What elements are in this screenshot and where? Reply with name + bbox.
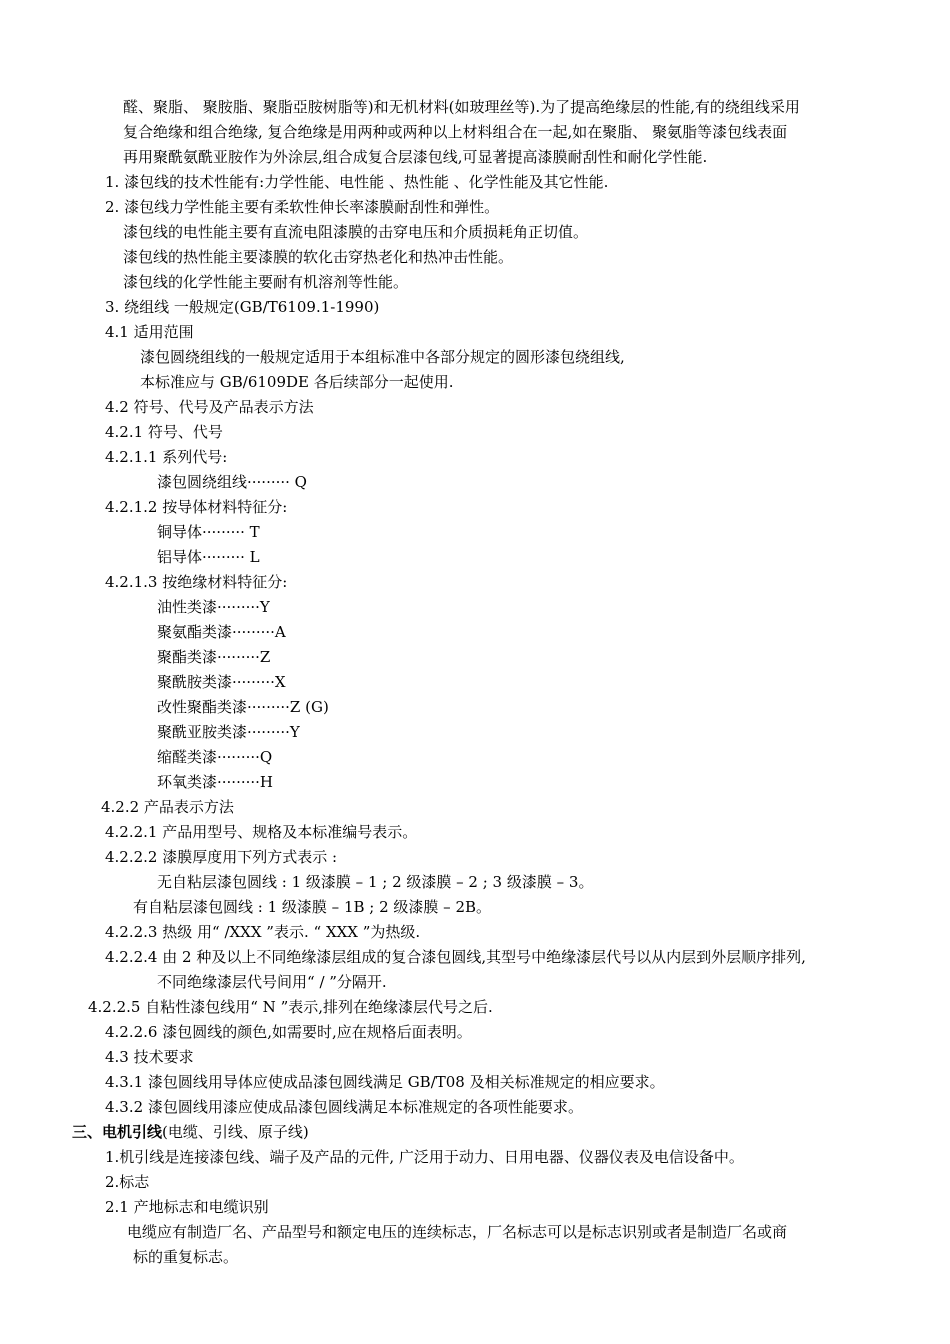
text-line: 4.3.2 漆包圆线用漆应使成品漆包圆线满足本标准规定的各项性能要求。 [105,1098,583,1116]
text-line: 4.2.2.2 漆膜厚度用下列方式表示 : [105,848,338,866]
text-line: 漆包线的电性能主要有直流电阻漆膜的击穿电压和介质损耗角正切值。 [123,223,589,241]
text-line: 4.3.1 漆包圆线用导体应使成品漆包圆线满足 GB/T08 及相关标准规定的相应要求。 [105,1073,665,1091]
code-item: 环氧类漆·········H [157,773,273,791]
text-line: 再用聚酰氨酰亚胺作为外涂层,组合成复合层漆包线,可显著提高漆膜耐刮性和耐化学性能. [123,148,708,166]
section-heading: 4.2.2 产品表示方法 [101,798,234,816]
section-heading: 4.1 适用范围 [105,323,194,341]
text-line: 醛、聚脂、 聚胺脂、聚脂亞胺树脂等)和无机材料(如玻理丝等).为了提高绝缘层的性能,有的绕组线采用 [123,98,800,116]
text-line: 漆包线的化学性能主要耐有机溶剂等性能。 [123,273,409,291]
section-heading: 4.2.1.2 按导体材料特征分: [105,498,288,516]
code-item: 聚酰胺类漆·········X [157,673,286,691]
text-line: 无自粘层漆包圆线 : 1 级漆膜 – 1 ; 2 级漆膜 – 2 ; 3 级漆膜 – 3。 [157,873,594,891]
text-line: 4.2.2.3 热级 用“ /XXX ”表示. “ XXX ”为热级. [105,923,421,941]
text-line: 4.2.2.1 产品用型号、规格及本标准编号表示。 [105,823,418,841]
chapter-heading [72,1120,309,1145]
chapter-heading-title: 三、电机引线 [72,1123,163,1141]
code-item: 聚酰亚胺类漆·········Y [157,723,300,741]
code-item: 缩醛类漆·········Q [157,748,273,766]
code-item: 聚氨酯类漆·········A [157,623,286,641]
list-item: 3. 绕组线 一般规定(GB/T6109.1-1990) [105,298,380,316]
text-line: 漆包线的热性能主要漆膜的软化击穿热老化和热冲击性能。 [123,248,514,266]
section-heading: 4.2.1 符号、代号 [105,423,223,441]
text-line: 本标准应与 GB/6109DE 各后续部分一起使用. [140,373,454,391]
section-heading: 2.标志 [105,1173,150,1191]
section-heading: 4.2 符号、代号及产品表示方法 [105,398,314,416]
section-heading: 4.2.1.1 系列代号: [105,448,228,466]
code-item: 油性类漆·········Y [157,598,270,616]
list-item: 1.机引线是连接漆包线、端子及产品的元件, 广泛用于动力、日用电器、仪器仪表及电信设备中。 [105,1148,744,1166]
list-item: 1. 漆包线的技术性能有:力学性能、电性能 、热性能 、化学性能及其它性能. [105,173,609,191]
code-item: 聚酯类漆·········Z [157,648,271,666]
text-line: 标的重复标志。 [133,1248,239,1266]
text-line: 4.2.2.5 自粘性漆包线用“ N ”表示,排列在绝缘漆层代号之后. [88,998,493,1016]
text-line: 漆包圆绕组线的一般规定适用于本组标准中各部分规定的圆形漆包绕组线, [140,348,625,366]
text-line: 复合绝缘和组合绝缘, 复合绝缘是用两种或两种以上材料组合在一起,如在聚脂、 聚氨脂等漆包线表面 [123,123,788,141]
code-item: 铝导体········· L [157,548,260,566]
text-line: 4.2.2.6 漆包圆线的颜色,如需要时,应在规格后面表明。 [105,1023,472,1041]
text-line: 有自粘层漆包圆线 : 1 级漆膜 – 1B ; 2 级漆膜 – 2B。 [133,898,492,916]
chapter-heading-note: (电缆、引线、原子线) [162,1123,309,1141]
code-item: 铜导体········· T [157,523,260,541]
text-line: 电缆应有制造厂名、产品型号和额定电压的连续标志，厂名标志可以是标志识别或者是制造厂名或商 [127,1223,788,1241]
section-heading: 4.3 技术要求 [105,1048,194,1066]
code-item: 改性聚酯类漆·········Z (G) [157,698,329,716]
section-heading: 2.1 产地标志和电缆识别 [105,1198,269,1216]
section-heading: 4.2.1.3 按绝缘材料特征分: [105,573,288,591]
text-line: 4.2.2.4 由 2 种及以上不同绝缘漆层组成的复合漆包圆线,其型号中绝缘漆层代号以从内层到外层顺序排列, [105,948,806,966]
code-item: 漆包圆绕组线········· Q [157,473,307,491]
text-line: 不同绝缘漆层代号间用“ / ”分隔开. [157,973,387,991]
list-item: 2. 漆包线力学性能主要有柔软性伸长率漆膜耐刮性和弹性。 [105,198,500,216]
